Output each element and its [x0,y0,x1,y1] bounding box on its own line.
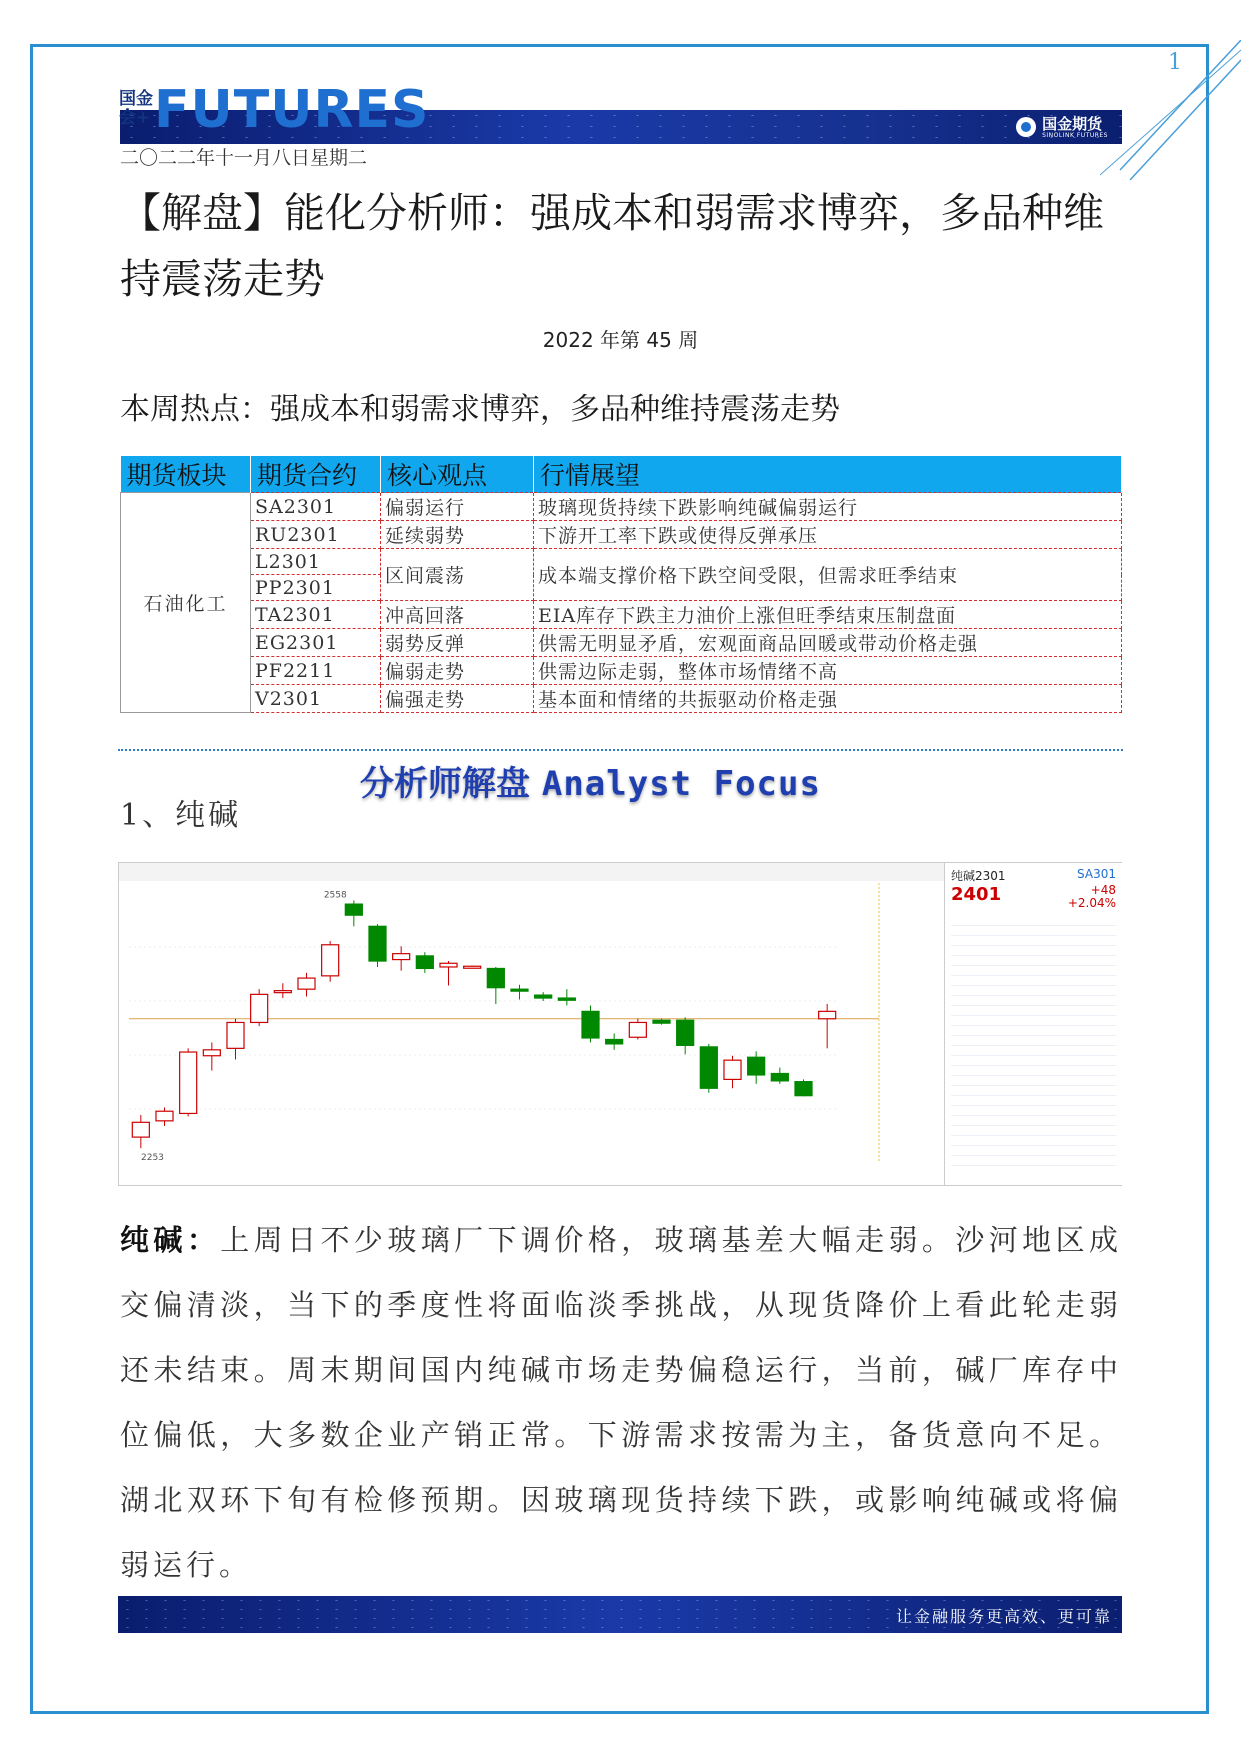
candle-body [629,1022,646,1037]
table-row [121,493,1122,521]
outlook-cell: 下游开工率下跌或使得反弹承压 [534,521,1122,549]
outlook-cell: 玻璃现货持续下跌影响纯碱偏弱运行 [534,493,1122,521]
view-cell: 偏强走势 [381,685,534,713]
chart-toolbar [119,863,944,881]
table-row [121,685,1122,713]
candle-body [795,1082,812,1096]
candle-body [180,1052,197,1113]
candle-body [369,926,386,961]
candle-body [416,956,433,969]
candle-body [227,1022,244,1048]
analysis-paragraph [120,1208,1122,1598]
brand-logo [1016,112,1108,142]
candle-body [771,1073,788,1080]
outlook-table [120,456,1122,713]
candle-body [345,904,362,915]
candle-body [251,994,268,1022]
candle-body [535,995,552,998]
candle-body [653,1020,670,1023]
candle-body [203,1050,220,1056]
col-contract: 期货合约 [251,456,381,493]
contract-cell: EG2301 [251,629,381,657]
low-marker: 2253 [141,1153,164,1164]
outlook-cell: EIA库存下跌主力油价上涨但旺季结束压制盘面 [534,601,1122,629]
candle-body [440,963,457,967]
report-date: 二〇二二年十一月八日星期二 [120,147,368,169]
contract-cell: PP2301 [251,575,381,601]
quote-change-pct: +2.04% [1067,896,1116,910]
analysis-text: 上周日不少玻璃厂下调价格，玻璃基差大幅走弱。沙河地区成交偏清淡，当下的季度性将面临淡季挑战，从现货降价上看此轮走弱还未结束。周末期间国内纯碱市场走势偏稳运行，当前，碱厂库存中位偏低，大多数企业产销正常。下游需求按需为主，备货意向不足。湖北双环下旬有检修预期。因玻璃现货持续下跌，或影响纯碱或将偏弱运行。 [120,1223,1122,1582]
brand-icon [1016,117,1036,137]
candle-body [511,989,528,991]
candle-body [677,1020,694,1045]
candle-body [393,954,410,960]
candle-body [298,978,315,989]
hot-topic: 本周热点：强成本和弱需求博弈，多品种维持震荡走势 [120,392,840,427]
analyst-focus-cn: 分析师解盘 [360,764,530,804]
contract-cell: RU2301 [251,521,381,549]
analysis-label: 纯碱： [120,1223,221,1257]
candle-body [322,945,339,976]
candle-body [487,968,504,987]
section-divider [118,749,1123,751]
quote-name: 纯碱2301 [951,869,1006,883]
col-outlook: 行情展望 [534,456,1122,493]
section-heading: 1、纯碱 [120,798,242,833]
view-cell: 延续弱势 [381,521,534,549]
quote-details [951,916,1116,1166]
quote-change: +48 [1090,883,1116,897]
candle-body [819,1011,836,1018]
page-number: 1 [1168,50,1182,75]
candle-body [274,991,291,993]
contract-cell: L2301 [251,549,381,575]
sector-cell: 石油化工 [121,493,251,713]
candle-body [558,998,575,1000]
outlook-cell: 成本端支撑价格下跌空间受限，但需求旺季结束 [534,549,1122,601]
col-sector: 期货板块 [121,456,251,493]
candle-body [700,1047,717,1088]
view-cell: 冲高回落 [381,601,534,629]
contract-cell: SA2301 [251,493,381,521]
contract-cell: V2301 [251,685,381,713]
table-row [121,549,1122,575]
contract-cell: PF2211 [251,657,381,685]
footer-banner [118,1596,1122,1633]
candle-body [724,1060,741,1079]
high-marker: 2558 [323,890,347,901]
analyst-focus-heading [360,756,821,805]
candle-body [464,966,481,968]
candle-body [606,1039,623,1043]
table-row [121,657,1122,685]
analyst-focus-en: Analyst Focus [541,764,821,804]
brand-name: 国金期货 [1042,114,1103,133]
candle-body [748,1057,765,1075]
view-cell: 区间震荡 [381,549,534,601]
table-row [121,629,1122,657]
report-week: 2022 年第 45 周 [542,328,699,352]
table-row [121,601,1122,629]
logo-cn: 国金会+ [119,89,153,128]
logo-futures: FUTURES [154,80,430,140]
report-title: 【解盘】能化分析师：强成本和弱需求博弈，多品种维持震荡走势 [120,189,1104,303]
view-cell: 偏弱走势 [381,657,534,685]
outlook-cell: 供需边际走弱，整体市场情绪不高 [534,657,1122,685]
candle-body [156,1111,173,1121]
outlook-cell: 基本面和情绪的共振驱动价格走强 [534,685,1122,713]
outlook-cell: 供需无明显矛盾，宏观面商品回暖或带动价格走强 [534,629,1122,657]
quote-price: 2401 [951,884,1002,905]
contract-cell: TA2301 [251,601,381,629]
table-row [121,521,1122,549]
brand-name-en: SINOLINK FUTURES [1042,131,1108,139]
candle-body [582,1011,599,1038]
view-cell: 弱势反弹 [381,629,534,657]
footer-slogan: 让金融服务更高效、更可靠 [895,1607,1112,1626]
col-view: 核心观点 [381,456,534,493]
view-cell: 偏弱运行 [381,493,534,521]
quote-panel [944,863,1122,1185]
quote-code: SA301 [1077,867,1116,881]
candle-body [132,1122,149,1137]
kline-chart [118,862,1122,1186]
